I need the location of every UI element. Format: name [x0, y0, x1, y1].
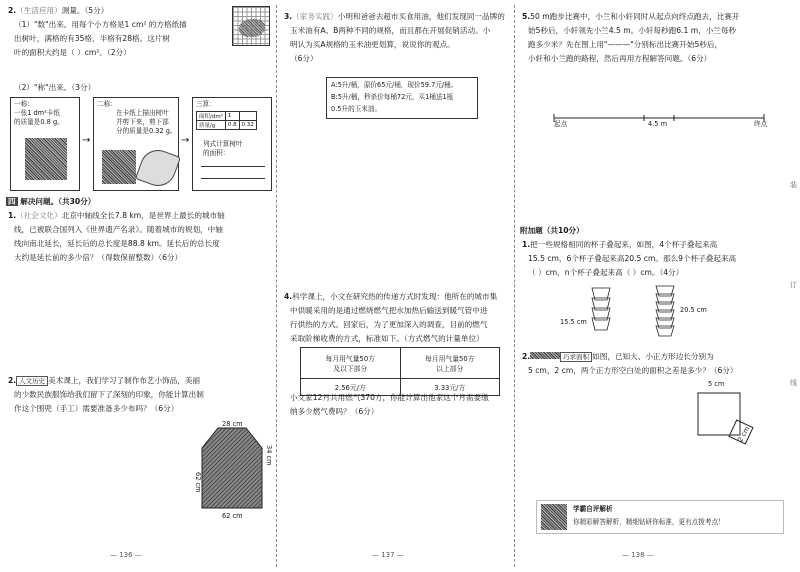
- step3-title: 三算：: [196, 100, 216, 108]
- margin-mark: 线: [790, 379, 797, 387]
- arrow-icon: →: [82, 135, 91, 146]
- gas-table-header1: 每月用气量50方 及以下部分: [301, 348, 401, 379]
- line-end-label: 终点: [754, 120, 768, 128]
- bib-figure: [196, 420, 276, 525]
- step2-line3: 分的质量是0.32 g。: [116, 127, 177, 135]
- answer-line: [201, 178, 265, 179]
- big-square-label: 5 cm: [708, 380, 725, 388]
- small-square-label: 2 cm: [736, 425, 752, 444]
- step3-cell: 0.8: [225, 121, 239, 130]
- dim-bottom-label: 62 cm: [222, 512, 243, 520]
- q1-line2: 线，已被联合国列入《世界遗产名录》。随着城市的规划，中轴: [14, 225, 223, 234]
- q4-line6: 纳多少燃气费吗？（6分）: [290, 407, 379, 416]
- promo-line2: B:5升/桶，秒杀价每桶72元，买1桶送1瓶: [331, 93, 454, 101]
- dim-left-label: 62 cm: [194, 472, 202, 493]
- q1-line1: 1.（社会文化）北京中轴线全长7.8 km，是世界上最长的城市轴: [8, 211, 225, 220]
- gas-table-value1: 2.56元/方: [301, 379, 401, 396]
- margin-mark: 装: [790, 181, 797, 189]
- q2-part1-line1: （1）"数"出来。用每个小方格是1 cm² 的方格纸描: [14, 20, 187, 29]
- q5-line2: 始5秒后，小轩领先小兰4.5 m。小轩每秒跑6.1 m，小兰每秒: [528, 26, 737, 35]
- q2-heading: 2.（生活应用）测量。（5分）: [8, 6, 109, 15]
- cardboard-square: [25, 138, 67, 180]
- q3-line3: 明认为买A规格的玉米油更划算，说说你的观点。: [290, 40, 455, 49]
- b1-line2: 15.5 cm，6个杯子叠起来高20.5 cm。那么9个杯子叠起来高: [528, 254, 737, 263]
- step3-line1: 列式计算树叶: [203, 140, 243, 148]
- qr-badge-icon: [530, 352, 560, 359]
- q5-line1: 5.50 m跑步比赛中，小兰和小轩同时从起点向终点跑去，比赛开: [522, 12, 740, 21]
- step2-line2: 并剪下来，剪下部: [116, 118, 169, 126]
- column-right: [514, 0, 800, 572]
- cut-cardboard: [102, 150, 136, 184]
- b1-line1: 1.把一些规格相同的杯子叠起来，如图，4个杯子叠起来高: [522, 240, 718, 249]
- q1-line4: 大约是延长前的多少倍？（得数保留整数）（6分）: [14, 253, 183, 262]
- q2-part1-line3: 叶的面积大约是（ ）cm²。（2分）: [14, 48, 131, 57]
- step3-cell: 1: [225, 112, 239, 121]
- line-mid-label: 4.5 m: [648, 120, 668, 128]
- q2-part2: （2）"称"出来。（3分）: [14, 83, 96, 92]
- footer-banner: [536, 500, 784, 534]
- promo-line3: 0.5升的玉米油。: [331, 105, 382, 113]
- step2-box: [93, 97, 179, 191]
- step3-line2: 的面积：: [203, 149, 230, 157]
- q5-line4: 小轩和小兰跑的路程，然后再用方程解答问题。（6分）: [528, 54, 712, 63]
- page-number: — 138 —: [622, 551, 654, 559]
- b1-line3: （ ）cm，n个杯子叠起来高（ ）cm。（4分）: [528, 268, 684, 277]
- leaf-grid-figure: [232, 6, 270, 46]
- column-middle: [276, 0, 514, 572]
- gas-price-table: [300, 347, 500, 396]
- page-number: — 136 —: [110, 551, 142, 559]
- arrow-icon: →: [181, 135, 190, 146]
- q5-line3: 跑多少米？先在图上用"———"分别标出比赛开始5秒后，: [528, 40, 723, 49]
- q2b-line3: 作这个围兜（手工）需要准备多少布吗？（6分）: [14, 404, 179, 413]
- q3-line4: （6分）: [290, 54, 318, 63]
- step1-line1: 一张1 dm²卡纸: [14, 109, 60, 117]
- leaf-drawing: [239, 19, 265, 37]
- q3-line2: 玉米油有A、B两种不同的规格，而且都在开展促销活动。小: [290, 26, 491, 35]
- line-start-label: 起点: [554, 120, 568, 128]
- step2-line1: 在卡纸上描出树叶: [116, 109, 169, 117]
- step3-header-mass: 质量/g: [197, 121, 226, 130]
- page-number: — 137 —: [372, 551, 404, 559]
- step1-title: 一称：: [14, 100, 34, 108]
- step3-header-area: 面积/dm²: [197, 112, 226, 121]
- b2-line1: 2. 巧求面积 如图，已知大、小正方形边长分别为: [522, 352, 714, 361]
- q4-line5: 小文家12月共用燃气370方，你能计算出他家这个月需要缴: [290, 393, 489, 402]
- q4-line3: 行供热的方式。回家后，为了更加深入的调查，目前的燃气: [290, 320, 488, 329]
- step2-title: 二称：: [97, 100, 117, 108]
- step3-box: [192, 97, 272, 191]
- promo-line1: A:5升/桶，原价65元/桶，现价59.7元/桶。: [331, 81, 458, 89]
- column-left: [0, 0, 276, 572]
- step3-cell-blank: [239, 112, 256, 121]
- dim-top-label: 28 cm: [222, 420, 243, 428]
- cup-stack-a-label: 15.5 cm: [560, 318, 587, 326]
- step3-cell: 0.32: [239, 121, 256, 130]
- q4-line1: 4.科学课上，小文在研究热的传递方式时发现：他所在的城市集: [284, 292, 498, 301]
- footer-title: 学霸自评解析: [573, 505, 613, 513]
- q4-line2: 中供暖采用的是通过燃烧燃气把水加热后输送到暖气管中进: [290, 306, 488, 315]
- q3-line1: 3.（家务实践）小明和爸爸去超市买食用油，他们发现同一品牌的: [284, 12, 505, 21]
- q1-line3: 线向南北延长，延长后的总长度是88.8 km。延长后的总长度: [14, 239, 220, 248]
- q2-part1-line2: 出树叶，满格的有35格，半格有28格。这片树: [14, 34, 171, 43]
- dim-right-label: 34 cm: [265, 445, 273, 466]
- qr-code-icon[interactable]: [541, 504, 567, 530]
- gas-table-value2: 3.33元/方: [400, 379, 500, 396]
- bonus-title: 附加题（共10分）: [520, 226, 584, 235]
- promo-box: [326, 77, 478, 119]
- step1-box: [10, 97, 80, 191]
- q2b-line2: 的少数民族服饰给我们留下了深刻的印象，你能计算出制: [14, 390, 204, 399]
- step3-table: [196, 111, 257, 130]
- cup-stack-b-label: 20.5 cm: [680, 306, 707, 314]
- leaf-shape: [135, 145, 181, 191]
- q4-line4: 采取阶梯收费的方式，标准如下。（方式燃气的计量单位）: [290, 334, 484, 343]
- footer-text: 你精彩解答解析，精细钻研你标准，更有点拨考点！: [573, 518, 725, 526]
- section-title: 四 解决问题。（共30分）: [8, 197, 96, 206]
- b2-line2: 5 cm，2 cm，两个正方形空白处的面积之差是多少？（6分）: [528, 366, 738, 375]
- margin-mark: 订: [790, 281, 797, 289]
- section-icon: 四: [8, 197, 16, 206]
- q2b-line1: 2. 人文历史 美术课上，我们学习了制作布艺小饰品，美丽: [8, 376, 201, 385]
- step1-line2: 的质量是0.8 g。: [14, 118, 64, 126]
- bib-shape: [202, 428, 262, 508]
- gas-table-header2: 每月用气量50方 以上部分: [400, 348, 500, 379]
- squares-figure: [690, 385, 770, 455]
- answer-line: [201, 166, 265, 167]
